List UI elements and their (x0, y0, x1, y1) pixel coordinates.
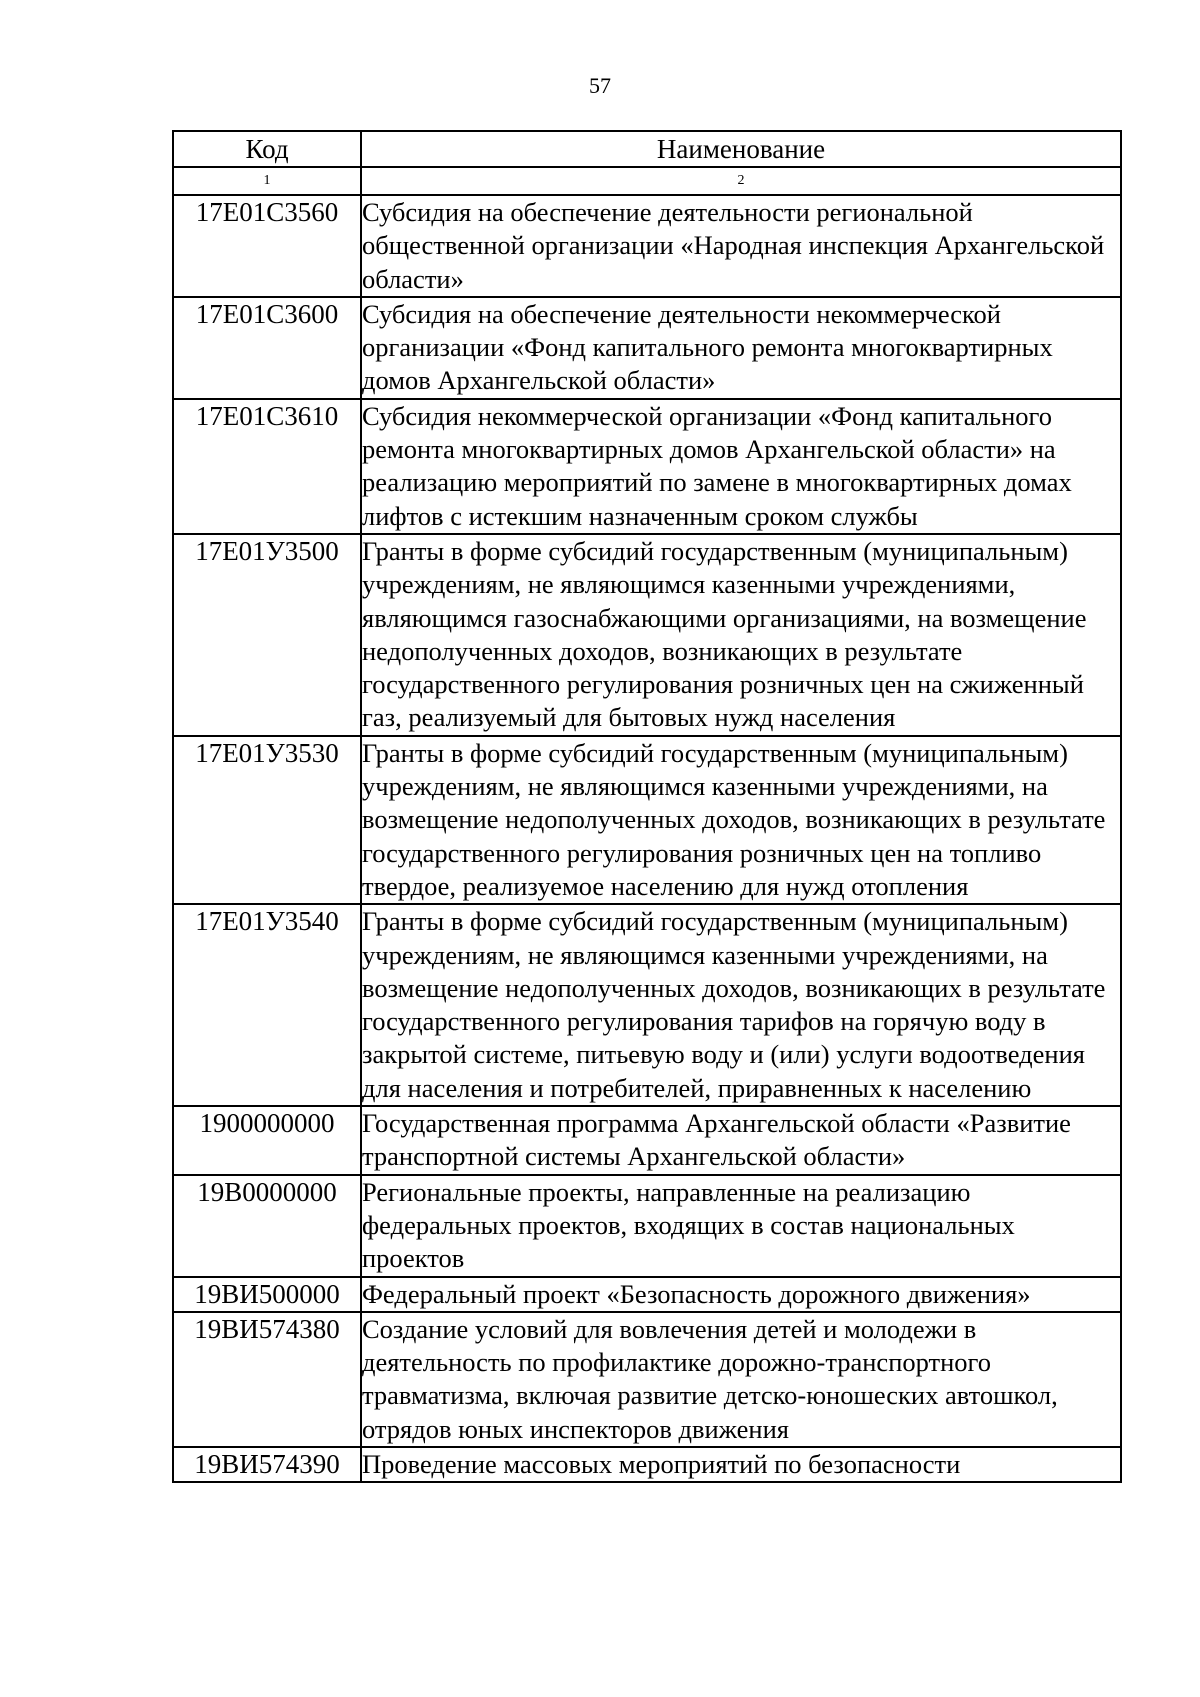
row-code: 17Е01У3540 (173, 904, 361, 1106)
row-code: 17Е01С3600 (173, 297, 361, 399)
budget-codes-table (172, 130, 1122, 1483)
row-name: Субсидия на обеспечение деятельности некоммерческой организации «Фонд капитального ремонта многоквартирных домов Архангельской области» (361, 297, 1121, 399)
row-code: 19ВИ500000 (173, 1277, 361, 1312)
table-row (173, 904, 1121, 1106)
row-code: 17Е01С3610 (173, 399, 361, 534)
row-code: 17Е01У3530 (173, 736, 361, 904)
table-row (173, 1447, 1121, 1482)
row-name: Государственная программа Архангельской области «Развитие транспортной системы Архангельской области» (361, 1106, 1121, 1175)
header-name: Наименование (361, 131, 1121, 167)
row-code: 19ВИ574390 (173, 1447, 361, 1482)
table-row (173, 534, 1121, 736)
table-row (173, 399, 1121, 534)
table-row (173, 736, 1121, 904)
row-name: Региональные проекты, направленные на реализацию федеральных проектов, входящих в состав национальных проектов (361, 1175, 1121, 1277)
row-name: Гранты в форме субсидий государственным (муниципальным) учреждениям, не являющимся казенными учреждениями, являющимся газоснабжающими организациями, на возмещение недополученных доходов, возникающих в результате государственного регулирования розничных цен на сжиженный газ, реализуемый для бытовых нужд населения (361, 534, 1121, 736)
row-code: 19ВИ574380 (173, 1312, 361, 1447)
table-row (173, 1175, 1121, 1277)
row-code: 19В0000000 (173, 1175, 361, 1277)
row-code: 17Е01С3560 (173, 195, 361, 297)
row-name: Федеральный проект «Безопасность дорожного движения» (361, 1277, 1121, 1312)
row-code: 17Е01У3500 (173, 534, 361, 736)
table-header-row (173, 131, 1121, 167)
table-row (173, 297, 1121, 399)
table-row (173, 1277, 1121, 1312)
column-number-row (173, 167, 1121, 195)
row-name: Гранты в форме субсидий государственным (муниципальным) учреждениям, не являющимся казенными учреждениями, на возмещение недополученных доходов, возникающих в результате государственного регулирования тарифов на горячую воду в закрытой системе, питьевую воду и (или) услуги водоотведения для населения и потребителей, приравненных к населению (361, 904, 1121, 1106)
table-row (173, 1106, 1121, 1175)
header-code: Код (173, 131, 361, 167)
table-row (173, 195, 1121, 297)
row-name: Проведение массовых мероприятий по безопасности (361, 1447, 1121, 1482)
row-code: 1900000000 (173, 1106, 361, 1175)
page-number: 57 (589, 73, 611, 98)
row-name: Создание условий для вовлечения детей и молодежи в деятельность по профилактике дорожно-транспортного травматизма, включая развитие детско-юношеских автошкол, отрядов юных инспекторов движения (361, 1312, 1121, 1447)
row-name: Гранты в форме субсидий государственным (муниципальным) учреждениям, не являющимся казенными учреждениями, на возмещение недополученных доходов, возникающих в результате государственного регулирования розничных цен на топливо твердое, реализуемое населению для нужд отопления (361, 736, 1121, 904)
column-number-1: 1 (173, 167, 361, 195)
row-name: Субсидия некоммерческой организации «Фонд капитального ремонта многоквартирных домов Архангельской области» на реализацию мероприятий по замене в многоквартирных домах лифтов с истекшим назначенным сроком службы (361, 399, 1121, 534)
column-number-2: 2 (361, 167, 1121, 195)
table-row (173, 1312, 1121, 1447)
row-name: Субсидия на обеспечение деятельности региональной общественной организации «Народная инспекция Архангельской области» (361, 195, 1121, 297)
